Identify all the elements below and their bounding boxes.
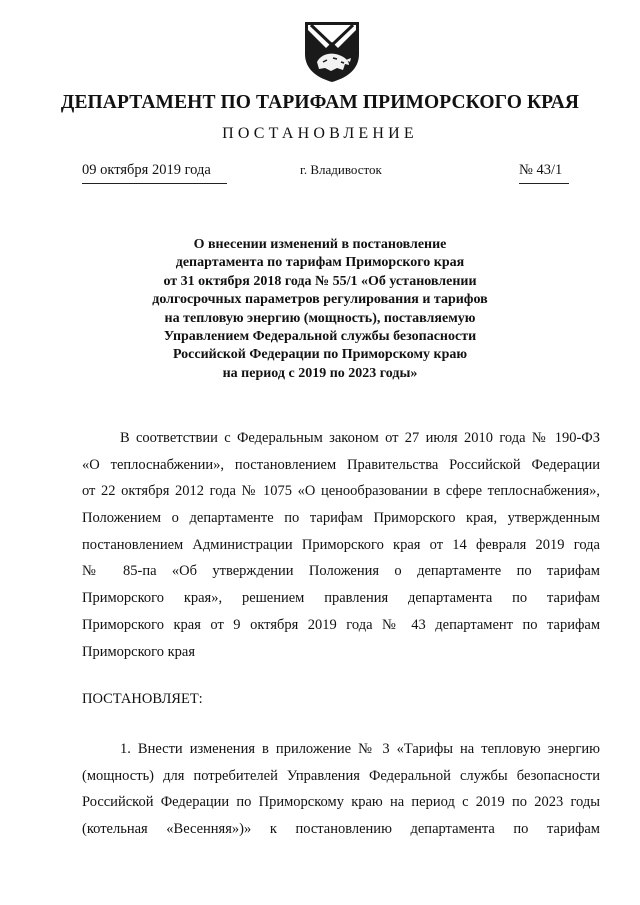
item-1-paragraph xyxy=(82,736,600,843)
paragraph-line: В соответствии с Федеральным законом от 27 июля 2010 года № 190-ФЗ xyxy=(120,430,600,446)
paragraph-line: Приморского края от 9 октября 2019 года № 43 департамент по тарифам xyxy=(82,616,600,633)
document-number: № 43/1 xyxy=(519,162,569,184)
paragraph-line: 1. Внести изменения в приложение № 3 «Тарифы на тепловую энергию xyxy=(120,741,600,757)
heading-line: О внесении изменений в постановление xyxy=(193,237,447,252)
paragraph-line: № 85-па «Об утверждении Положения о департаменте по тарифам xyxy=(82,563,600,580)
document-date: 09 октября 2019 года xyxy=(82,162,227,184)
resolution-word: ПОСТАНОВЛЯЕТ: xyxy=(82,691,203,707)
document-type: ПОСТАНОВЛЕНИЕ xyxy=(222,125,418,142)
paragraph-line: (котельная «Весенняя»)» к постановлению департамента по тарифам xyxy=(82,821,600,838)
heading-line: долгосрочных параметров регулирования и тарифов xyxy=(152,292,488,308)
paragraph-line: Российской Федерации по Приморскому краю на период с 2019 по 2023 годы xyxy=(82,794,600,811)
heading-line: Российской Федерации по Приморскому краю xyxy=(172,347,468,363)
department-title: ДЕПАРТАМЕНТ ПО ТАРИФАМ ПРИМОРСКОГО КРАЯ xyxy=(60,92,580,113)
paragraph-line: «О теплоснабжении», постановлением Правительства Российской Федерации xyxy=(82,456,600,473)
document-city: г. Владивосток xyxy=(300,162,382,177)
paragraph-line: от 22 октября 2012 года № 1075 «О ценообразовании в сфере теплоснабжения», xyxy=(82,483,600,500)
document-heading xyxy=(100,236,540,383)
paragraph-line: (мощность) для потребителей Управления Федеральной службы безопасности xyxy=(82,767,600,784)
paragraph-line: Приморского края xyxy=(82,643,196,660)
heading-line: Управлением Федеральной службы безопасности xyxy=(163,329,477,345)
coat-of-arms-emblem xyxy=(301,18,363,84)
heading-line: на тепловую энергию (мощность), поставляемую xyxy=(164,310,476,326)
heading-line: на период с 2019 по 2023 годы» xyxy=(222,365,418,381)
heading-line: от 31 октября 2018 года № 55/1 «Об установлении xyxy=(163,273,477,289)
paragraph-line: постановлением Администрации Приморского края от 14 февраля 2019 года xyxy=(82,536,600,553)
paragraph-line: Приморского края», решением правления департамента по тарифам xyxy=(82,590,600,607)
paragraph-line: Положением о департаменте по тарифам Приморского края, утвержденным xyxy=(82,510,600,527)
preamble-paragraph xyxy=(82,425,600,665)
heading-line: департамента по тарифам Приморского края xyxy=(175,255,465,271)
